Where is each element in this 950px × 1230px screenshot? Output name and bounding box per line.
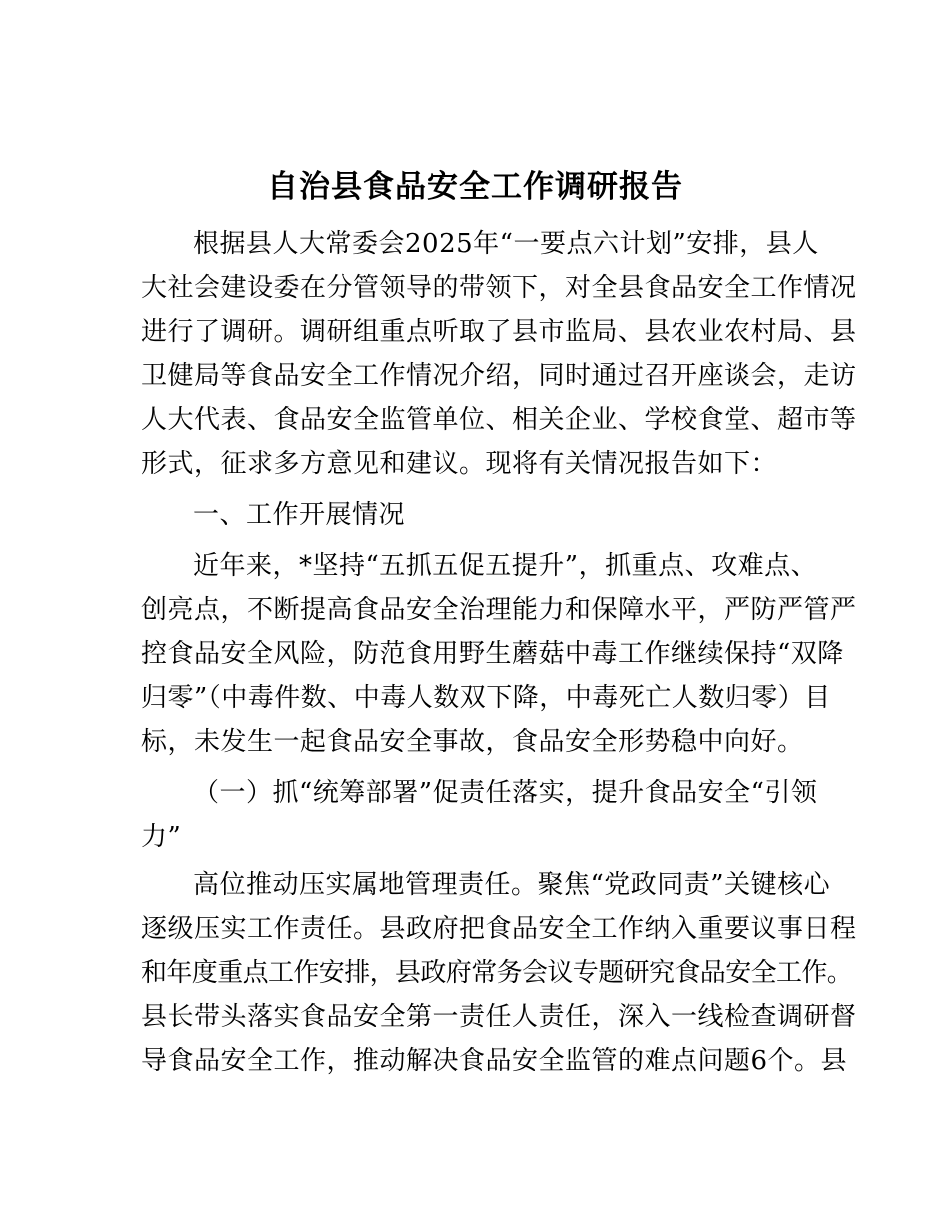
subsection-heading-text: （一）抓“统筹部署”促责任落实，提升食品安全“引领	[193, 778, 818, 808]
text-line: 县长带头落实食品安全第一责任人责任，深入一线检查调研督	[141, 1002, 857, 1032]
paragraph-overview	[141, 544, 857, 764]
paragraph-detail	[141, 863, 857, 1083]
section-heading-text: 一、工作开展情况	[193, 500, 406, 530]
subsection-heading-text: 力”	[141, 822, 182, 852]
text-line: 归零”（中毒件数、中毒人数双下降，中毒死亡人数归零）目	[141, 683, 831, 713]
text-line: 标，未发生一起食品安全事故，食品安全形势稳中向好。	[141, 727, 804, 757]
text-line: 近年来，*坚持“五抓五促五提升”，抓重点、攻难点、	[193, 551, 818, 581]
text-line: 逐级压实工作责任。县政府把食品安全工作纳入重要议事日程	[141, 914, 857, 944]
text-line: 进行了调研。调研组重点听取了县市监局、县农业农村局、县	[141, 317, 857, 347]
text-line: 高位推动压实属地管理责任。聚焦“党政同责”关键核心	[193, 870, 831, 900]
text-line: 导食品安全工作，推动解决食品安全监管的难点问题6个。县	[141, 1046, 848, 1076]
document-title: 自治县食品安全工作调研报告	[267, 169, 683, 205]
text-line: 人大代表、食品安全监管单位、相关企业、学校食堂、超市等	[141, 405, 857, 435]
text-line: 控食品安全风险，防范食用野生蘑菇中毒工作继续保持“双降	[141, 639, 844, 669]
text-line: 创亮点，不断提高食品安全治理能力和保障水平，严防严管严	[141, 595, 857, 625]
text-line: 大社会建设委在分管领导的带领下，对全县食品安全工作情况	[141, 273, 857, 303]
text-line: 根据县人大常委会2025年“一要点六计划”安排，县人	[193, 229, 819, 259]
text-line: 形式，征求多方意见和建议。现将有关情况报告如下：	[141, 449, 778, 479]
paragraph-intro	[141, 222, 857, 486]
text-line: 和年度重点工作安排，县政府常务会议专题研究食品安全工作。	[141, 958, 853, 988]
text-line: 卫健局等食品安全工作情况介绍，同时通过召开座谈会，走访	[141, 361, 857, 391]
subsection-heading	[141, 771, 818, 859]
section-heading	[141, 493, 801, 537]
